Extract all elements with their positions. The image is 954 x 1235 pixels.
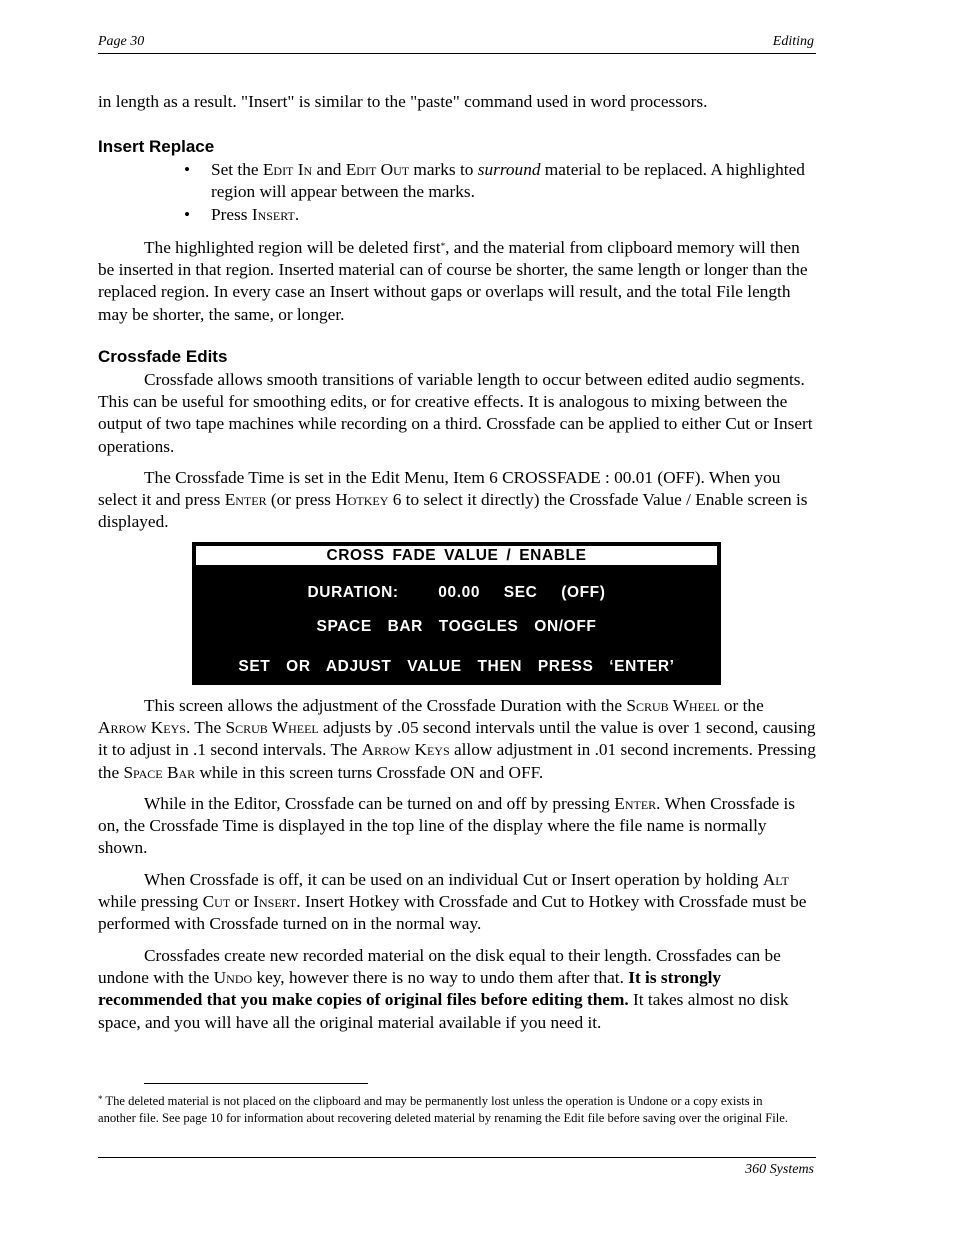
text-run: or the <box>719 696 764 715</box>
text-run: while in this screen turns Crossfade ON and OFF. <box>195 762 544 782</box>
bullet-icon: • <box>184 160 191 179</box>
key-name: Alt <box>762 870 789 889</box>
footer-company: 360 Systems <box>745 1162 814 1177</box>
crossfade-paragraph-2 <box>98 467 816 534</box>
key-name: Cut <box>202 892 231 912</box>
text-run: Crossfades create new recorded material on the disk equal to their length. Crossfades can be undone with the <box>98 946 781 988</box>
text-run: Set the <box>211 160 263 179</box>
text-run: The deleted material is not placed on the clipboard and may be permanently lost unless the operation is Undone or a copy exists in another file. See page 10 for information about recovering deleted material by renaming the Edit file before saving over the original File. <box>98 1094 788 1125</box>
text-run: adjusts by .05 second intervals until the value is over 1 second, causing it to adjust in .1 second intervals. The <box>98 718 816 760</box>
crossfade-paragraph-5 <box>98 869 816 936</box>
key-name: Scrub Wheel <box>626 696 720 715</box>
screen-title: CROSS FADE VALUE / ENABLE <box>196 546 717 565</box>
crossfade-paragraph-1 <box>98 369 816 458</box>
text-run: marks to <box>409 160 478 179</box>
duration-line <box>192 584 721 602</box>
bullet-icon: • <box>184 205 191 224</box>
key-name: Arrow Keys <box>361 740 450 760</box>
insert-replace-paragraph <box>98 237 816 326</box>
text-run: . Insert Hotkey with Crossfade and Cut to Hotkey with Crossfade must be performed with Crossfade turned on in the normal way. <box>98 892 807 934</box>
text-run: or <box>230 892 254 912</box>
text-run: . When Crossfade is on, the Crossfade Time is displayed in the top line of the display where the file name is normally shown. <box>98 794 796 858</box>
duration-unit: SEC <box>503 584 538 601</box>
text-run: The Crossfade Time is set in the Edit Menu, Item 6 CROSSFADE : 00.01 (OFF). When you select it and press <box>98 468 781 510</box>
footnote-marker: * <box>98 1094 103 1104</box>
key-name: Enter <box>614 794 657 813</box>
section-title: Editing <box>772 34 814 49</box>
header-rule <box>98 53 816 54</box>
text-run: , and the material from clipboard memory will then be inserted in that region. Inserted material can of course be shorter, the same length or longer than the replaced region. In every case an Insert without gaps or overlaps will result, and the total File length may be shorter, the same, or longer. <box>98 238 808 324</box>
insert-replace-heading: Insert Replace <box>98 137 215 156</box>
key-name: Edit In <box>262 160 313 179</box>
page-number: Page 30 <box>98 34 145 49</box>
footnote-marker: * <box>440 241 446 251</box>
list-item <box>184 159 814 204</box>
key-name: Enter <box>224 490 267 510</box>
text-run: While in the Editor, Crossfade can be turned on and off by pressing <box>144 794 615 813</box>
text-run: . The <box>185 718 226 738</box>
intro-continuation: in length as a result. "Insert" is similar to the "paste" command used in word processors. <box>98 92 708 111</box>
bullet-text <box>211 204 811 226</box>
key-name: Arrow Keys <box>98 718 186 738</box>
text-run: Press <box>211 205 252 224</box>
text-run: It is strongly recommended that you make copies of original files before editing them. <box>98 968 722 1010</box>
text-run: while pressing <box>98 892 203 912</box>
instruction-line: SET OR ADJUST VALUE THEN PRESS ‘ENTER’ <box>238 658 675 675</box>
crossfade-heading: Crossfade Edits <box>98 347 228 366</box>
text-run: Crossfade allows smooth transitions of variable length to occur between edited audio segments. This can be useful for smoothing edits, or for creative effects. It is analogous to mixing between the output of two tape machines while recording on a third. Crossfade can be applied to either Cut or Insert operations. <box>98 370 813 456</box>
key-name: Edit Out <box>345 160 410 179</box>
duration-value: 00.00 <box>438 584 481 601</box>
text-run: This screen allows the adjustment of the Crossfade Duration with the <box>144 696 627 715</box>
crossfade-paragraph-4 <box>98 793 816 860</box>
key-name: Space Bar <box>123 762 196 782</box>
bullet-text <box>211 159 811 203</box>
text-run: material to be replaced. A highlighted region will appear between the marks. <box>211 160 805 202</box>
text-run: and <box>312 160 346 179</box>
text-run: key, however there is no way to undo them after that. <box>252 968 629 988</box>
text-run: When Crossfade is off, it can be used on an individual Cut or Insert operation by holding <box>144 870 763 889</box>
duration-state: (OFF) <box>561 584 606 601</box>
key-name: Scrub Wheel <box>225 718 319 738</box>
crossfade-paragraph-3 <box>98 695 816 784</box>
text-run: It takes almost no disk space, and you will have all the original material available if you need it. <box>98 990 789 1032</box>
key-name: Hotkey <box>335 490 389 510</box>
text-run: surround <box>477 160 541 179</box>
footer-rule <box>98 1157 816 1158</box>
footnote-separator <box>144 1083 368 1084</box>
toggle-line: SPACE BAR TOGGLES ON/OFF <box>316 618 597 635</box>
key-name: Insert <box>253 892 297 912</box>
key-name: Undo <box>213 968 253 988</box>
text-run: (or press <box>266 490 336 510</box>
duration-label: DURATION: <box>307 584 399 601</box>
text-run: 6 to select it directly) the Crossfade Value / Enable screen is displayed. <box>98 490 808 532</box>
text-run: . <box>294 205 300 224</box>
crossfade-screen-display <box>192 542 721 685</box>
key-name: Insert <box>251 205 295 224</box>
text-run: The highlighted region will be deleted first <box>144 238 441 257</box>
list-item <box>184 204 814 226</box>
footnote <box>98 1093 803 1127</box>
crossfade-paragraph-6 <box>98 945 816 1034</box>
text-run: allow adjustment in .01 second increments. Pressing the <box>98 740 816 782</box>
